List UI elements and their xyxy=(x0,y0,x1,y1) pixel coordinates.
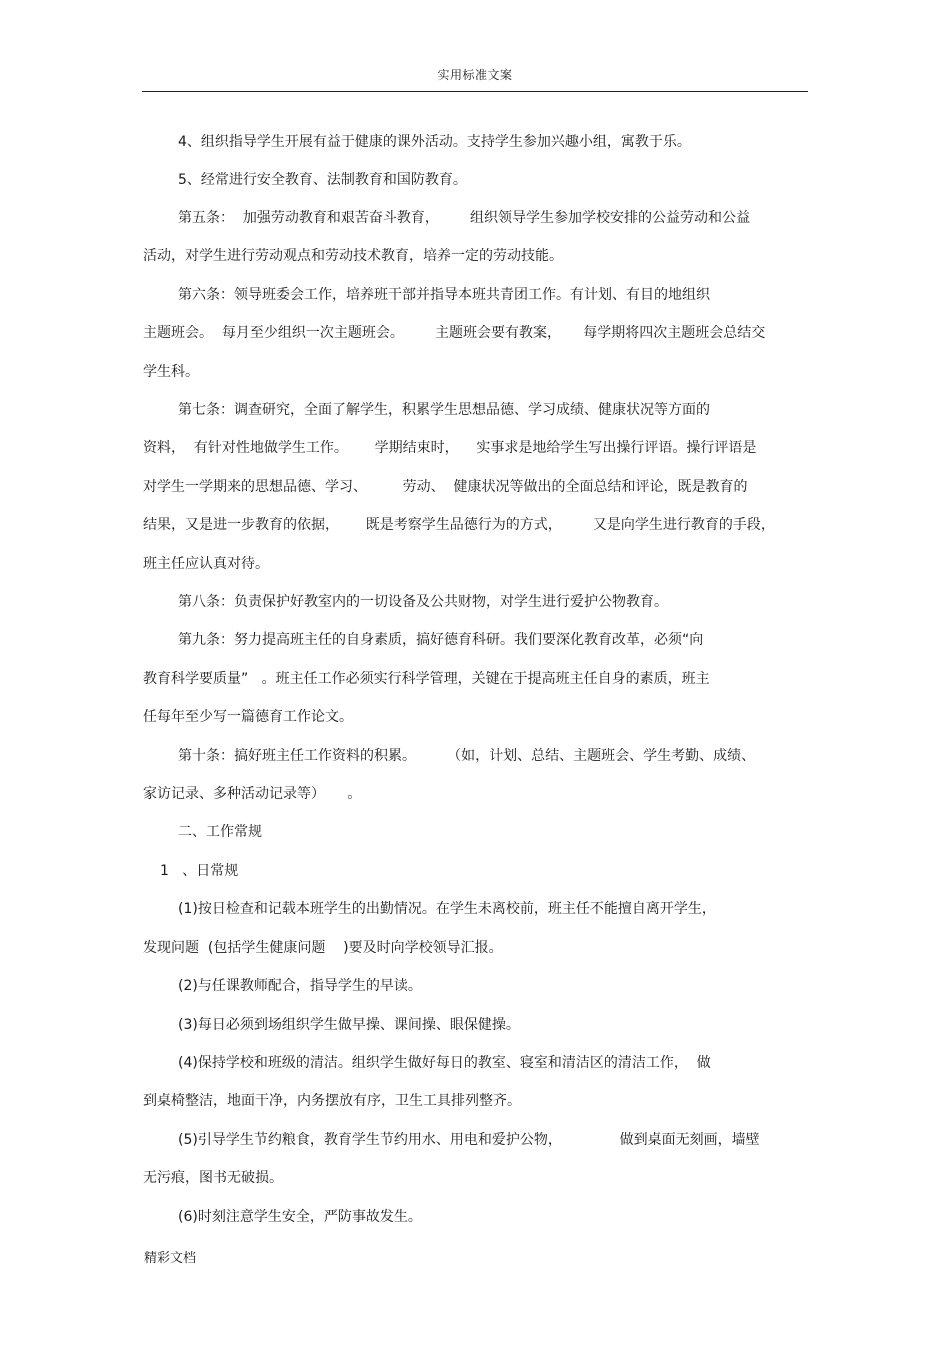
paragraph-line: 到桌椅整洁，地面干净，内务摆放有序，卫生工具排列整齐。 xyxy=(143,1093,521,1109)
paragraph-line: (5)引导学生节约粮食，教育学生节约用水、用电和爱护公物， 做到桌面无刻画，墙壁 xyxy=(178,1132,760,1148)
page-header-title: 实用标准文案 xyxy=(437,68,513,82)
paragraph-line: 家访记录、多种活动记录等） 。 xyxy=(143,786,362,802)
paragraph-line: 活动，对学生进行劳动观点和劳动技术教育，培养一定的劳动技能。 xyxy=(143,248,563,264)
paragraph-line: 第七条：调查研究，全面了解学生，积累学生思想品德、学习成绩、健康状况等方面的 xyxy=(178,402,710,418)
section-heading: 二、工作常规 xyxy=(178,824,262,840)
paragraph-line: 第九条：努力提高班主任的自身素质，搞好德育科研。我们要深化教育改革，必须“向 xyxy=(178,632,704,648)
paragraph-line: 5、经常进行安全教育、法制教育和国防教育。 xyxy=(178,172,467,188)
subsection-heading: 1 、日常规 xyxy=(160,863,239,879)
page-footer-label: 精彩文档 xyxy=(144,1251,197,1266)
paragraph-line: 资料， 有针对性地做学生工作。 学期结束时， 实事求是地给学生写出操行评语。操行评语是 xyxy=(143,440,757,456)
paragraph-line: (1)按日检查和记载本班学生的出勤情况。在学生未离校前，班主任不能擅自离开学生， xyxy=(178,901,716,917)
paragraph-line: (4)保持学校和班级的清洁。组织学生做好每日的教室、寝室和清洁区的清洁工作， 做 xyxy=(178,1055,711,1071)
paragraph-line: 第十条：搞好班主任工作资料的积累。 （如，计划、总结、主题班会、学生考勤、成绩、 xyxy=(178,748,756,764)
paragraph-line: 第五条： 加强劳动教育和艰苦奋斗教育， 组织领导学生参加学校安排的公益劳动和公益 xyxy=(178,210,751,226)
paragraph-line: 班主任应认真对待。 xyxy=(143,556,269,572)
paragraph-line: 教育科学要质量” 。班主任工作必须实行科学管理，关键在于提高班主任自身的素质，班主 xyxy=(143,671,710,687)
paragraph-line: (6)时刻注意学生安全，严防事故发生。 xyxy=(178,1209,422,1225)
paragraph-line: 4、组织指导学生开展有益于健康的课外活动。支持学生参加兴趣小组，寓教于乐。 xyxy=(178,134,691,150)
paragraph-line: 第八条：负责保护好教室内的一切设备及公共财物，对学生进行爱护公物教育。 xyxy=(178,594,668,610)
paragraph-line: 主题班会。 每月至少组织一次主题班会。 主题班会要有教案， 每学期将四次主题班会总结交 xyxy=(143,325,766,341)
header-divider xyxy=(142,91,808,92)
paragraph-line: 无污痕，图书无破损。 xyxy=(143,1170,283,1186)
paragraph-line: 结果，又是进一步教育的依据， 既是考察学生品德行为的方式， 又是向学生进行教育的手段， xyxy=(143,517,775,533)
paragraph-line: 任每年至少写一篇德育工作论文。 xyxy=(143,709,353,725)
paragraph-line: 第六条：领导班委会工作，培养班干部并指导本班共青团工作。有计划、有目的地组织 xyxy=(178,287,710,303)
paragraph-line: 发现问题 (包括学生健康问题 )要及时向学校领导汇报。 xyxy=(143,940,503,956)
paragraph-line: 对学生一学期来的思想品德、学习、 劳动、 健康状况等做出的全面总结和评论，既是教育的 xyxy=(143,479,748,495)
paragraph-line: (3)每日必须到场组织学生做早操、课间操、眼保健操。 xyxy=(178,1017,520,1033)
paragraph-line: (2)与任课教师配合，指导学生的早读。 xyxy=(178,978,422,994)
paragraph-line: 学生科。 xyxy=(143,364,199,380)
